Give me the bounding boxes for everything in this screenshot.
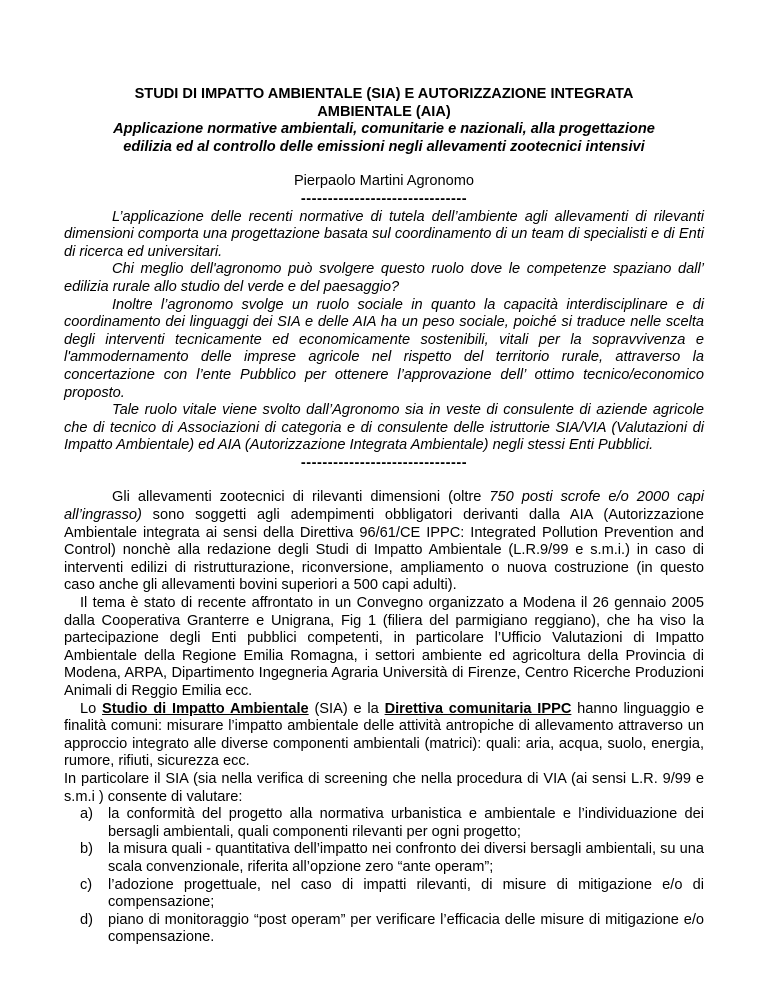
- body-paragraph-1: Gli allevamenti zootecnici di rilevanti dimensioni (oltre 750 posti scrofe e/o 2000 capi all’ingrasso) sono soggetti agli adempimenti obbligatori derivanti dalla AIA (Autorizzazione Ambientale integrata ai sensi della Direttiva 96/61/CE IPPC: Integrated Pollution Prevention and Control) nonchè alla redazione degli Studi di Impatto Ambientale (L.R.9/99 e s.m.i.) in caso di interventi edilizi di ristrutturazione, riconversione, ampliamento o nuova costruzione (in questo caso anche gli allevamenti bovini superiori a 500 capi adulti).: [64, 489, 704, 594]
- list-item: d) piano di monitoraggio “post operam” per verificare l’efficacia delle misure di mitigazione e/o compensazione.: [80, 911, 704, 946]
- separator-bottom: -------------------------------: [300, 454, 468, 471]
- title-line-2: AMBIENTALE (AIA): [317, 103, 451, 120]
- body-paragraph-4: In particolare il SIA (sia nella verifica di screening che nella procedura di VIA (ai sensi L.R. 9/99 e s.m.i ) consente di valutare:: [64, 770, 704, 805]
- body-paragraph-3: Lo Studio di Impatto Ambientale (SIA) e la Direttiva comunitaria IPPC hanno linguaggio e finalità comuni: misurare l’impatto ambientale delle attività antropiche di allevamento attraverso un approccio integrato alle diverse componenti ambientali (matrici): quali: aria, acqua, suolo, energia, rumore, rifiuti, sicurezza ecc.: [64, 700, 705, 770]
- subtitle-line-2: edilizia ed al controllo delle emissioni negli allevamenti zootecnici intensivi: [123, 138, 645, 155]
- separator-top: -------------------------------: [300, 190, 468, 207]
- threshold-text: 750 posti scrofe e/o 2000 capi all’ingrasso): [64, 489, 704, 524]
- evaluation-list: [64, 806, 704, 947]
- title-line-1: STUDI DI IMPATTO AMBIENTALE (SIA) E AUTORIZZAZIONE INTEGRATA: [134, 86, 634, 102]
- intro-paragraph-1: L’applicazione delle recenti normative di tutela dell’ambiente agli allevamenti di rilevanti dimensioni comporta una progettazione basata sul coordinamento di un team di specialisti e di Enti di ricerca ed universitari.: [64, 208, 704, 260]
- document-subtitle: [64, 121, 704, 156]
- sia-term: Studio di Impatto Ambientale: [102, 700, 309, 717]
- subtitle-line-1: Applicazione normative ambientali, comunitarie e nazionali, alla progettazione: [113, 121, 655, 138]
- intro-paragraph-2: Chi meglio dell'agronomo può svolgere questo ruolo dove le competenze spaziano dall’ edilizia rurale allo studio del verde e del paesaggio?: [64, 261, 704, 295]
- document-title: [64, 86, 704, 121]
- body-paragraph-2: Il tema è stato di recente affrontato in un Convegno organizzato a Modena il 26 gennaio 2005 dalla Cooperativa Granterre e Unigrana, Fig 1 (filiera del parmigiano reggiano), che ha viso la partecipazione degli Enti pubblici competenti, in particolare l’Ufficio Valutazioni di Impatto Ambientale della Regione Emilia Romagna, i settori ambiente ed agricoltura della Provincia di Modena, ARPA, Dipartimento Ingegneria Agraria Università di Firenze, Centro Ricerche Produzioni Animali di Reggio Emilia ecc.: [64, 595, 704, 699]
- body-section: [64, 489, 704, 946]
- list-item: c) l’adozione progettuale, nel caso di impatti rilevanti, di misure di mitigazione e/o di compensazione;: [80, 876, 704, 911]
- intro-paragraph-3: Inoltre l’agronomo svolge un ruolo sociale in quanto la capacità interdisciplinare e di coordinamento dei linguaggi dei SIA e delle AIA ha un peso sociale, poiché si traduce nelle scelta degli interventi tecnicamente ed economicamente sostenibili, vitali per la sopravvivenza e l'ammodernamento delle imprese agricole nel rispetto del territorio rurale, attraverso la concertazione con l’ente Pubblico per ottenere l’approvazione dell’ ottimo tecnico/economico proposto.: [64, 296, 704, 401]
- ippc-term: Direttiva comunitaria IPPC: [384, 700, 572, 717]
- list-item: b) la misura quali - quantitativa dell’impatto nei confronto dei diversi bersagli ambientali, su una scala convenzionale, riferita all’opzione zero “ante operam”;: [80, 841, 704, 875]
- intro-section: [64, 209, 704, 455]
- author: Pierpaolo Martini Agronomo: [293, 173, 475, 190]
- list-item: a) la conformità del progetto alla normativa urbanistica e ambientale e l’individuazione dei bersagli ambientali, quali componenti rilevanti per ogni progetto;: [80, 806, 704, 840]
- intro-paragraph-4: Tale ruolo vitale viene svolto dall’Agronomo sia in veste di consulente di aziende agricole che di tecnico di Associazioni di categoria e di consulente delle istruttorie SIA/VIA (Valutazioni di Impatto Ambientale) ed AIA (Autorizzazione Integrata Ambientale) negli stessi Enti Pubblici.: [64, 402, 704, 454]
